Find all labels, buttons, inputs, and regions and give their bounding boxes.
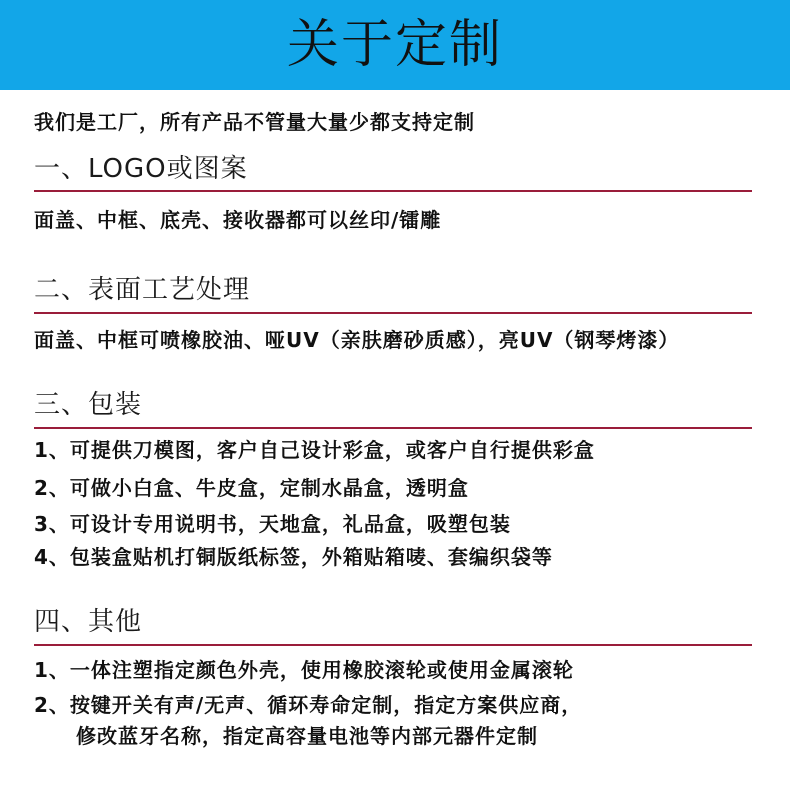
section-heading-logo: 一、LOGO或图案 — [34, 154, 248, 184]
section-packaging-line-2: 2、可做小白盒、牛皮盒，定制水晶盒，透明盒 — [34, 476, 469, 500]
section-other-line-3: 修改蓝牙名称，指定高容量电池等内部元器件定制 — [34, 724, 538, 748]
section-other-line-2: 2、按键开关有声/无声、循环寿命定制，指定方案供应商， — [34, 693, 583, 717]
title-banner — [0, 0, 790, 90]
section-divider — [34, 190, 752, 192]
section-heading-packaging: 三、包装 — [34, 390, 143, 420]
section-logo-line: 面盖、中框、底壳、接收器都可以丝印/镭雕 — [34, 208, 442, 232]
section-heading-surface: 二、表面工艺处理 — [34, 275, 251, 305]
section-divider — [34, 312, 752, 314]
section-packaging-line-4: 4、包装盒贴机打铜版纸标签，外箱贴箱唛、套编织袋等 — [34, 545, 553, 569]
section-divider — [34, 644, 752, 646]
section-packaging-line-1: 1、可提供刀模图，客户自己设计彩盒，或客户自行提供彩盒 — [34, 438, 595, 462]
section-other-line-1: 1、一体注塑指定颜色外壳，使用橡胶滚轮或使用金属滚轮 — [34, 658, 574, 682]
page-title: 关于定制 — [286, 15, 503, 75]
intro-text: 我们是工厂，所有产品不管量大量少都支持定制 — [34, 110, 475, 134]
section-surface-line: 面盖、中框可喷橡胶油、哑UV（亲肤磨砂质感），亮UV（钢琴烤漆） — [34, 328, 680, 352]
section-packaging-line-3: 3、可设计专用说明书，天地盒，礼品盒，吸塑包装 — [34, 512, 511, 536]
section-divider — [34, 427, 752, 429]
section-heading-other: 四、其他 — [34, 607, 143, 637]
